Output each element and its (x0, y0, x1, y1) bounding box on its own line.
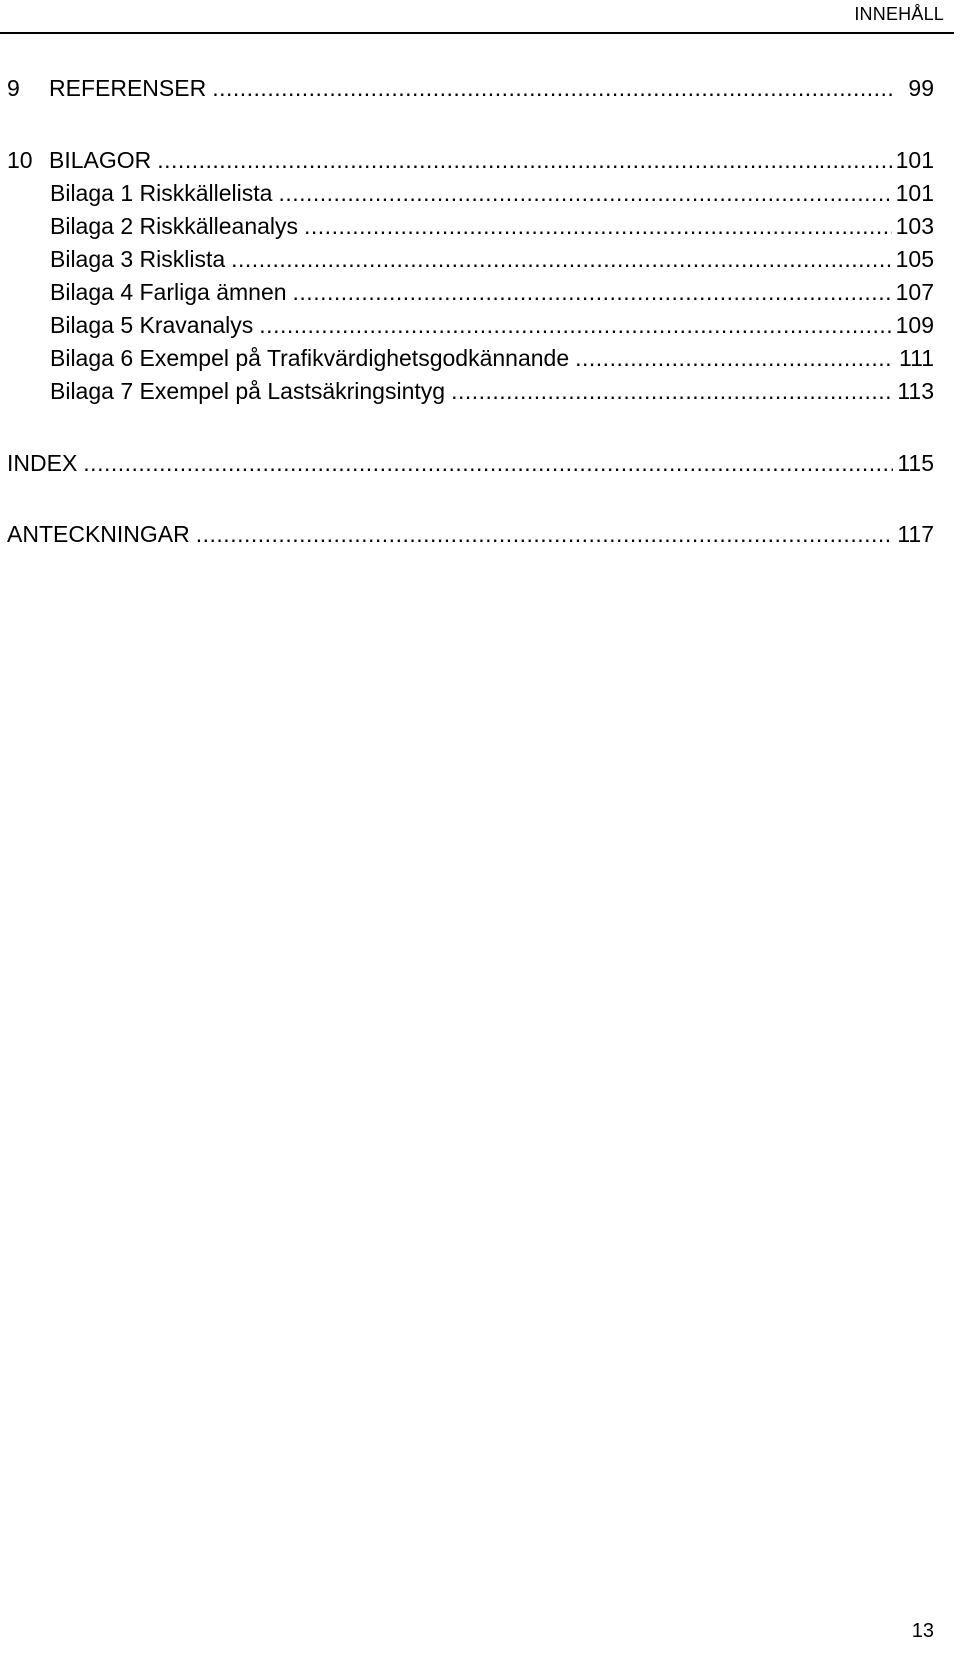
toc-entry-anteckningar[interactable] (7, 516, 934, 548)
toc-entry-bilaga-3[interactable] (50, 241, 934, 273)
toc-entry-title: BILAGOR (49, 147, 152, 173)
toc-entry-title: REFERENSER (49, 75, 207, 101)
toc-entry-number: 9 (7, 75, 20, 101)
toc-entry-page: 109 (895, 312, 934, 338)
toc-leader-dots (83, 449, 893, 477)
toc-leader-dots (451, 377, 893, 405)
toc-entry-page: 103 (895, 213, 934, 239)
toc-leader-dots (157, 146, 891, 174)
page-number: 13 (911, 1620, 934, 1642)
toc-entry-page: 113 (897, 378, 934, 404)
page-header (0, 0, 954, 34)
toc-leader-dots (575, 344, 894, 372)
toc-leader-dots (304, 212, 892, 240)
toc-entry-title: Bilaga 2 Riskkälleanalys (50, 213, 299, 239)
toc-entry-bilagor[interactable] (7, 142, 934, 174)
toc-leader-dots (293, 278, 892, 306)
toc-entry-title: Bilaga 4 Farliga ämnen (50, 279, 287, 305)
toc-leader-dots (212, 74, 894, 102)
toc-entry-bilaga-4[interactable] (50, 274, 934, 306)
toc-entry-title: Bilaga 6 Exempel på Trafikvärdighetsgodkännande (50, 345, 570, 371)
toc-leader-dots (196, 520, 894, 548)
toc-entry-number: 10 (7, 147, 33, 173)
toc-entry-title: Bilaga 5 Kravanalys (50, 312, 254, 338)
toc-entry-bilaga-1[interactable] (50, 175, 934, 207)
toc-entry-page: 115 (897, 450, 934, 476)
toc-entry-page: 99 (908, 75, 934, 101)
toc-entry-bilaga-5[interactable] (50, 307, 934, 339)
toc-entry-referenser[interactable] (7, 70, 934, 102)
toc-entry-bilaga-7[interactable] (50, 373, 934, 405)
toc-entry-title: Bilaga 1 Riskkällelista (50, 180, 273, 206)
toc-leader-dots (278, 179, 891, 207)
toc-entry-bilaga-2[interactable] (50, 208, 934, 240)
toc-entry-page: 117 (897, 521, 934, 547)
toc-entry-page: 111 (899, 345, 934, 371)
toc-entry-title: Bilaga 3 Risklista (50, 246, 226, 272)
toc-entry-title: INDEX (7, 450, 78, 476)
toc-leader-dots (259, 311, 891, 339)
toc-entry-page: 105 (895, 246, 934, 272)
toc-entry-page: 101 (895, 180, 934, 206)
toc-entry-index[interactable] (7, 445, 934, 477)
toc-entry-bilaga-6[interactable] (50, 340, 934, 372)
toc-entry-title: ANTECKNINGAR (7, 521, 190, 547)
toc-entry-page: 101 (895, 147, 934, 173)
toc-entry-title: Bilaga 7 Exempel på Lastsäkringsintyg (50, 378, 446, 404)
header-title: INNEHÅLL (854, 4, 944, 24)
toc-leader-dots (231, 245, 891, 273)
toc-entry-page: 107 (895, 279, 934, 305)
